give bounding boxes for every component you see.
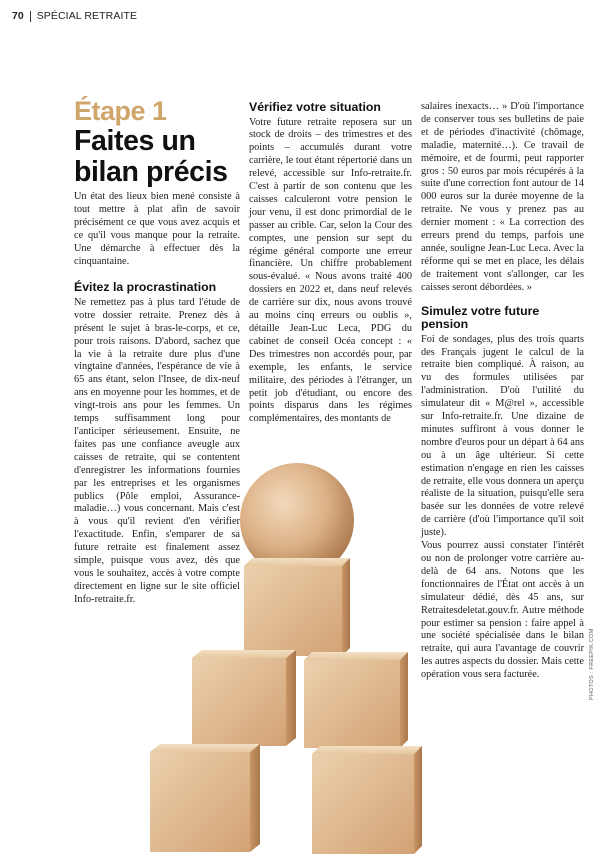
verify-situation-body: Votre future retraite reposera sur un stock de droits – des trimestres et des points – accumulés durant votre carrière, le tout étant répertorié dans un relevé, accessible sur Info-retraite.fr. C'est à partir de son contenu que les caisses calculeront votre pension le jour venu, il est donc primordial de le passer au crible. Car, selon la Cour des comptes, une pension sur sept du régime général comporte une erreur financière. Un chiffre probablement sous-évalué. « Nous avons traité 400 dossiers en 2022 et, dans neuf relevés de carrière sur dix, nous avons trouvé au moins cinq erreurs ou oublis », détaille Jean-Luc Leca, PDG du cabinet de conseil Océa concept : « Des trimestres non accordés pour, par exemple, les enfants, le service militaire, des périodes à l'étranger, un petit job d'étudiant, ou encore des points disparus dans les régimes complémentaires, des montants de	[249, 116, 412, 425]
intro-paragraph: Un état des lieux bien mené consiste à tout mettre à plat afin de savoir précisément ce que vous avez acquis et ce qu'il vous manque pour la retraite. Une démarche à effectuer dès la cinquantaine.	[74, 191, 240, 267]
title-line-1: Faites un	[74, 125, 196, 157]
page-number: 70	[12, 10, 24, 22]
header-divider	[30, 11, 31, 22]
step-label: Étape 1	[74, 96, 167, 126]
procrastination-body: Ne remettez pas à plus tard l'étude de votre dossier retraite. Prenez dès à présent le sujet à bras-le-corps, et ce, pour trois raisons. D'abord, sachez que la vie à la retraite dure plus d'une vingtaine d'années, l'espérance de vie à 65 ans étant, selon l'Insee, de dix-neuf ans en moyenne pour les hommes, et de vingt-trois ans pour les femmes. Un temps suffisamment long pour l'anticiper sérieusement. Ensuite, ne faites pas une confiance aveugle aux caisses de retraite, qui se contentent d'enregistrer les informations fournies par les entreprises et les organismes publics (Pôle emploi, Assurance-maladie…) vous concernant. Mais c'est à vous qu'il revient d'en vérifier l'exactitude. Enfin, s'emparer de sa future retraite est finalement assez simple, puisque vous avez, dès que vous le souhaitez, accès à votre compte directement en ligne sur le site officiel Info-retraite.fr.	[74, 296, 240, 605]
top-cube	[244, 558, 350, 656]
simulate-pension-body-1: Foi de sondages, plus des trois quarts des Français jugent le calcul de la retraite bien compliqué. À raison, au vu des formules utilisées par l'administration. D'où l'utilité du simulateur dit « M@rel », accessible sur Info-retraite.fr. Une dizaine de minutes suffiront à vous donner le nombre d'euros pour un départ à 64 ans ou à un âge ultérieur. Si cette estimation n'engage en rien les caisses de retraite, elle vous donnera un aperçu réaliste de la situation, puisqu'elle sera basée sur les données de votre relevé de carrière (d'où l'importance qu'il soit juste).	[421, 333, 584, 539]
middle-right-cube	[304, 652, 408, 748]
heading-simulate-pension: Simulez votre future pension	[421, 303, 540, 332]
column-3	[421, 101, 584, 682]
heading-procrastination: Évitez la procrastination	[74, 280, 217, 295]
middle-left-cube	[192, 650, 296, 746]
running-header	[12, 10, 137, 22]
photo-credit: PHOTOS : FREEPIK.COM	[589, 628, 595, 700]
heading-verify-situation: Vérifiez votre situation	[249, 100, 381, 114]
article-title	[74, 126, 228, 188]
section-label: SPÉCIAL RETRAITE	[36, 10, 138, 22]
wooden-blocks-photo	[140, 440, 430, 856]
bottom-right-cube	[312, 746, 422, 854]
column-2	[249, 101, 412, 426]
verify-situation-continued: salaires inexacts… » D'où l'importance de conserver tous ses bulletins de paie et de périodes d'inactivité (chômage, maladie, maternité…). Ce travail de mémoire, et de fourmi, peut rapporter gros : 50 euros par mois récupérés à la suite d'une correction font autour de 14 000 euros sur la durée moyenne de la retraite. Ne vous y prenez pas au dernier moment : « La correction des erreurs prend du temps, parfois une année, souligne Jean-Luc Leca. Avec la réforme qui se met en place, les délais de traitement vont s'allonger, car les caisses seront débordées. »	[421, 101, 584, 293]
title-line-2: bilan précis	[74, 156, 228, 188]
simulate-pension-body-2: Vous pourrez aussi constater l'intérêt ou non de prolonger votre carrière au-delà de 64 ans. Notons que les fonctionnaires de l'État ont accès à un simulateur dédié, dès 45 ans, sur Retraitesdeletat.gouv.fr. Autre méthode pour estimer sa pension : faire appel à une société spécialisée dans le bilan retraite, qui aura l'avantage de couvrir les autres aspects du dossier. Mais cette opération vous sera facturée.	[421, 540, 584, 681]
bottom-left-cube	[150, 744, 260, 852]
